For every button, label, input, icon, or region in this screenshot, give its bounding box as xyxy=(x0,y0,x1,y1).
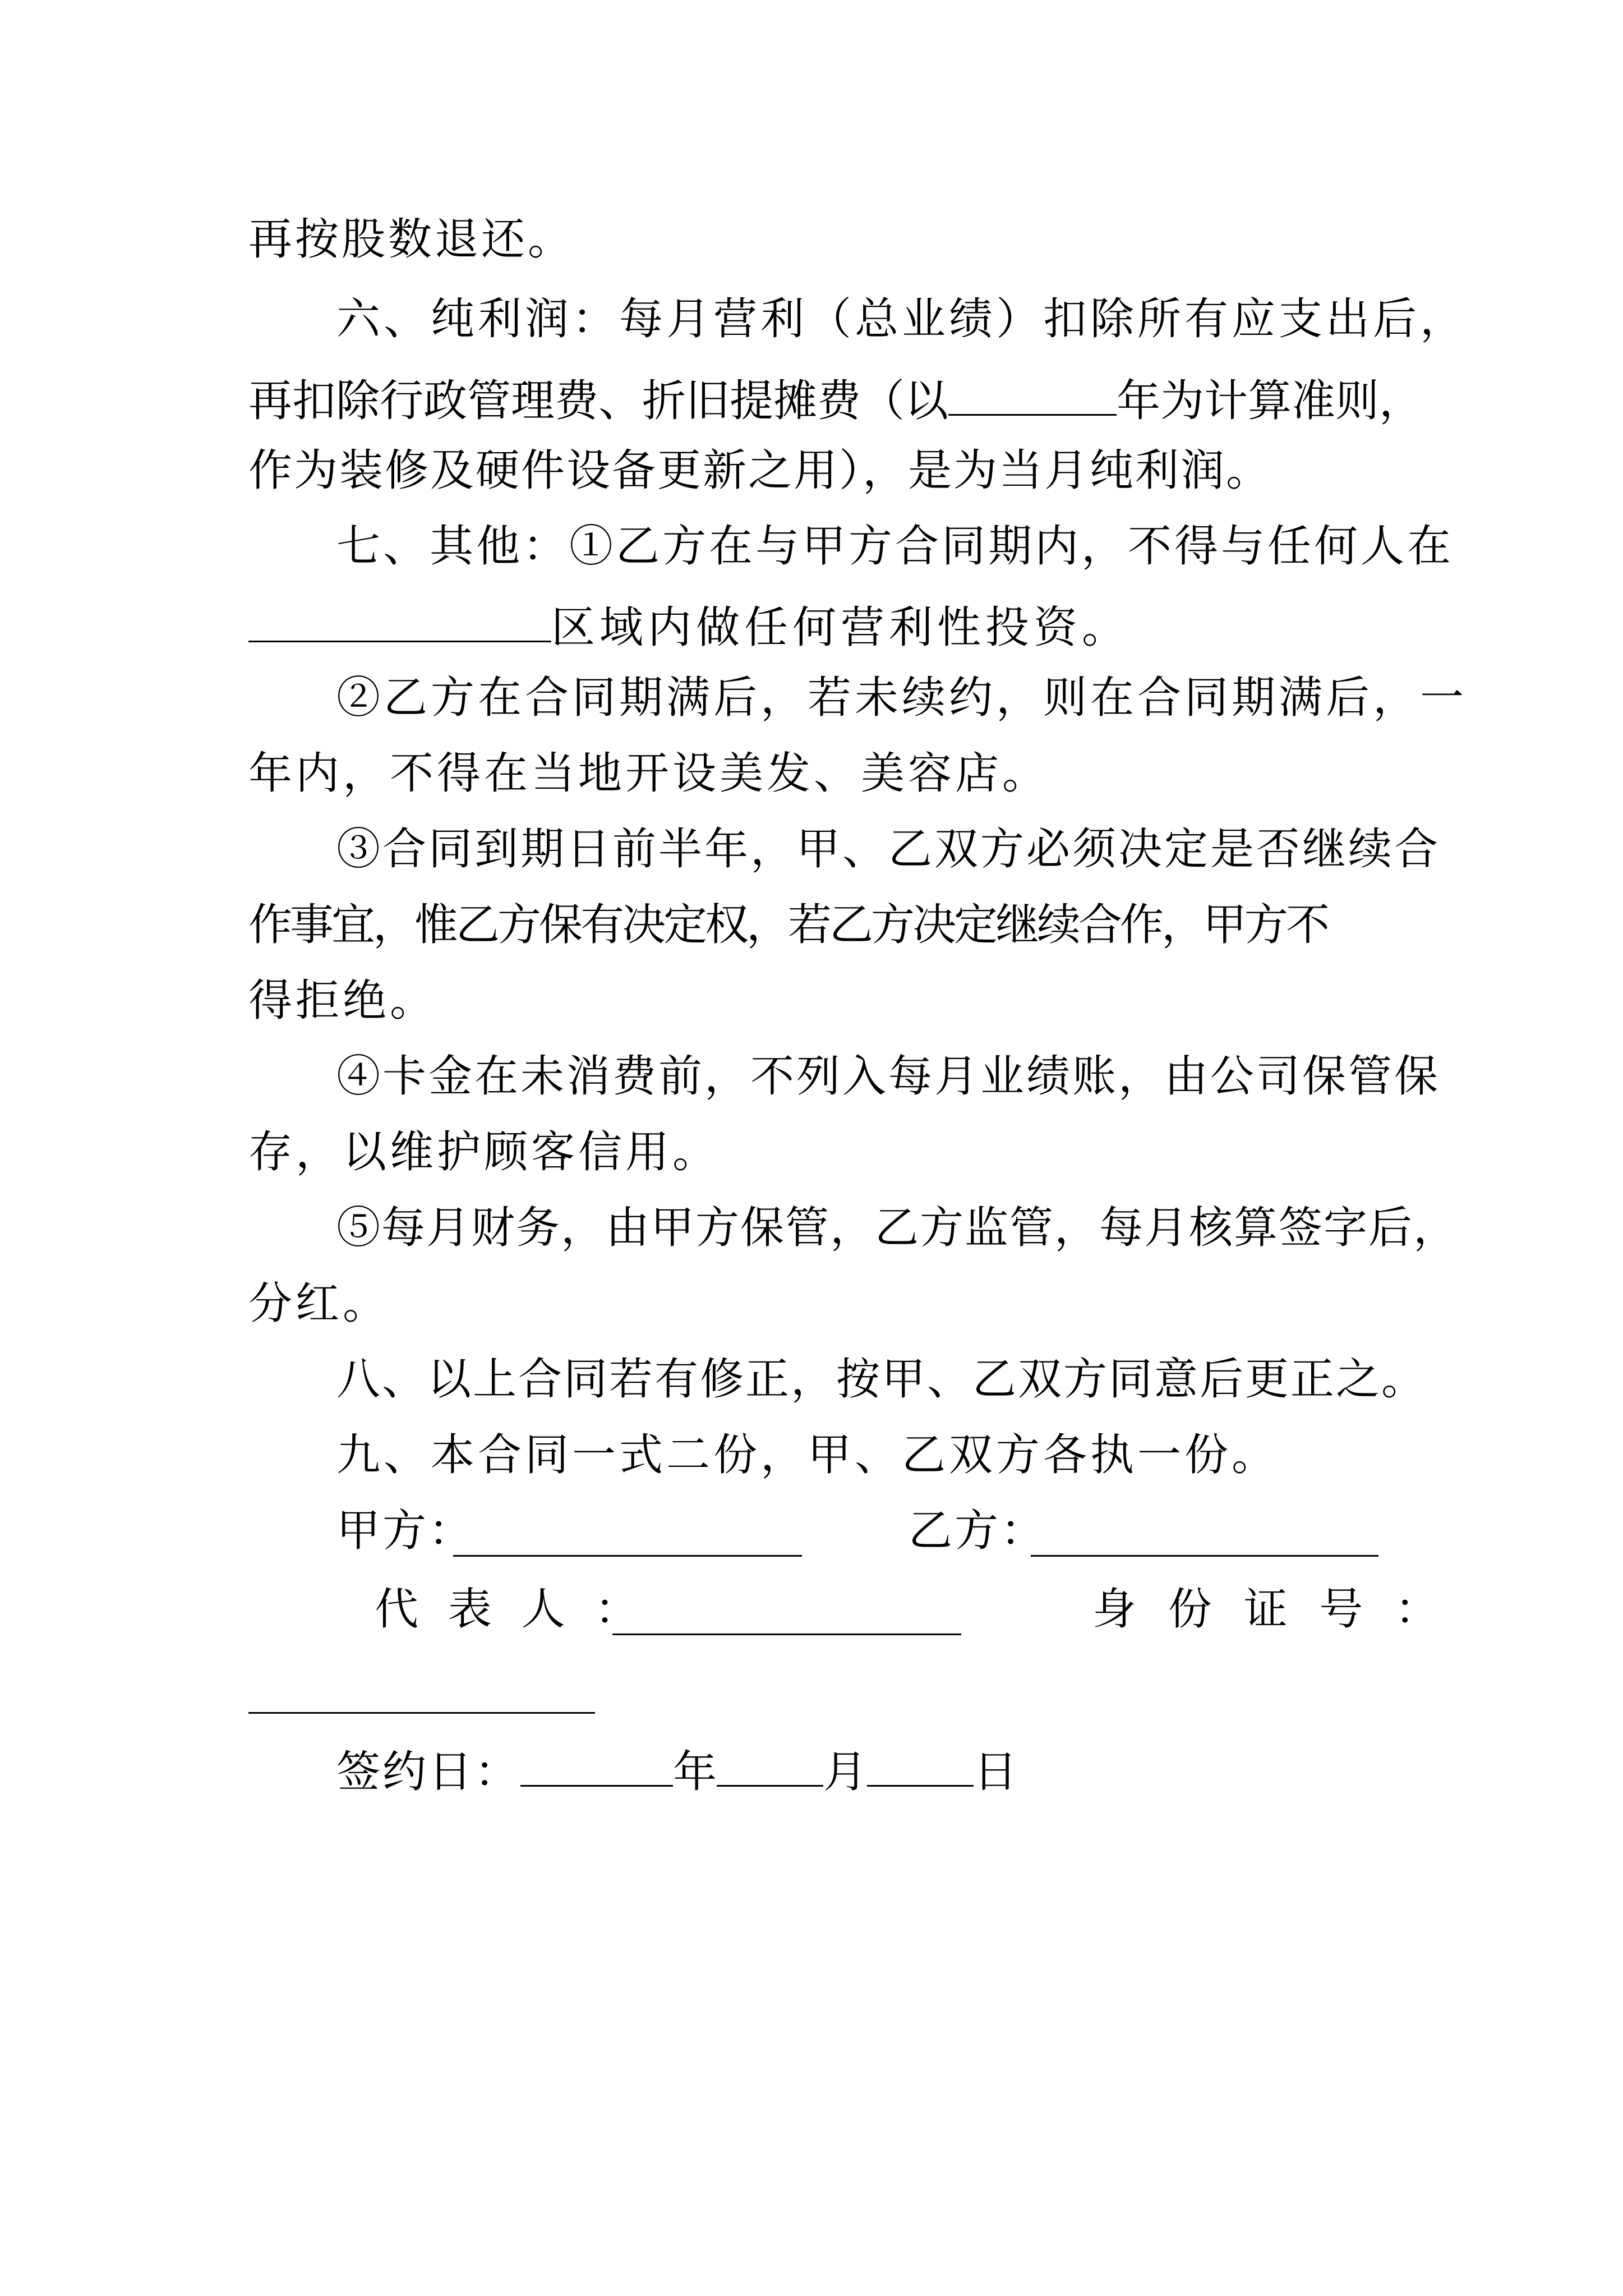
text-line-12: ④卡金在未消费前，不列入每月业绩账，由公司保管保 xyxy=(336,1051,1441,1102)
sign-day-field[interactable] xyxy=(867,1745,974,1787)
sign-month-field[interactable] xyxy=(717,1745,823,1787)
text-line-10: 作事宜，惟乙方保有决定权，若乙方决定继续合作，甲方不 xyxy=(248,900,1328,950)
representative-field[interactable] xyxy=(612,1634,961,1635)
region-field[interactable] xyxy=(248,600,551,642)
text-line-6-text: 区域内做任何营利性投资。 xyxy=(551,602,1131,653)
text-line-3-start: 再扣除行政管理费、折旧提摊费（以 xyxy=(248,375,949,426)
text-line-9: ③合同到期日前半年，甲、乙双方必须决定是否继续合 xyxy=(336,824,1441,875)
id-number-label: 身 份 证 号 ： xyxy=(1092,1584,1448,1635)
text-line-17: 九、本合同一式二份，甲、乙双方各执一份。 xyxy=(336,1430,1279,1480)
representative-label: 代 表 人 ： xyxy=(375,1584,647,1635)
depreciation-years-field[interactable] xyxy=(948,374,1117,416)
text-line-2: 六、纯利润：每月营利（总业绩）扣除所有应支出后， xyxy=(336,294,1468,344)
party-b-field[interactable] xyxy=(1031,1555,1378,1557)
party-a-field[interactable] xyxy=(453,1555,802,1557)
text-line-6 xyxy=(248,600,1131,653)
sign-year-field[interactable] xyxy=(520,1745,673,1787)
id-number-field[interactable] xyxy=(248,1712,595,1714)
text-line-4: 作为装修及硬件设备更新之用），是为当月纯利润。 xyxy=(248,445,1272,496)
party-a-label: 甲方： xyxy=(336,1506,475,1556)
text-line-8: 年内，不得在当地开设美发、美容店。 xyxy=(248,748,1050,799)
sign-date-row xyxy=(336,1745,1018,1797)
sign-date-label: 签约日： xyxy=(336,1746,521,1797)
month-label: 月 xyxy=(823,1746,868,1797)
party-b-label: 乙方： xyxy=(909,1506,1047,1556)
day-label: 日 xyxy=(974,1746,1018,1797)
text-line-15: 分红。 xyxy=(248,1278,390,1329)
text-line-14: ⑤每月财务，由甲方保管，乙方监管，每月核算签字后， xyxy=(336,1203,1459,1253)
text-line-5: 七、其他：①乙方在与甲方合同期内，不得与任何人在 xyxy=(336,521,1454,572)
text-line-16: 八、以上合同若有修正，按甲、乙双方同意后更正之。 xyxy=(336,1354,1427,1405)
text-line-11: 得拒绝。 xyxy=(248,976,437,1026)
text-line-13: 存，以维护顾客信用。 xyxy=(248,1127,720,1177)
year-label: 年 xyxy=(673,1746,717,1797)
text-line-3 xyxy=(248,374,1423,426)
text-line-3-end: 年为计算准则， xyxy=(1117,375,1423,426)
text-line-7: ②乙方在合同期满后，若未续约，则在合同期满后，一 xyxy=(336,673,1468,723)
text-line-1: 再按股数退还。 xyxy=(248,214,575,265)
